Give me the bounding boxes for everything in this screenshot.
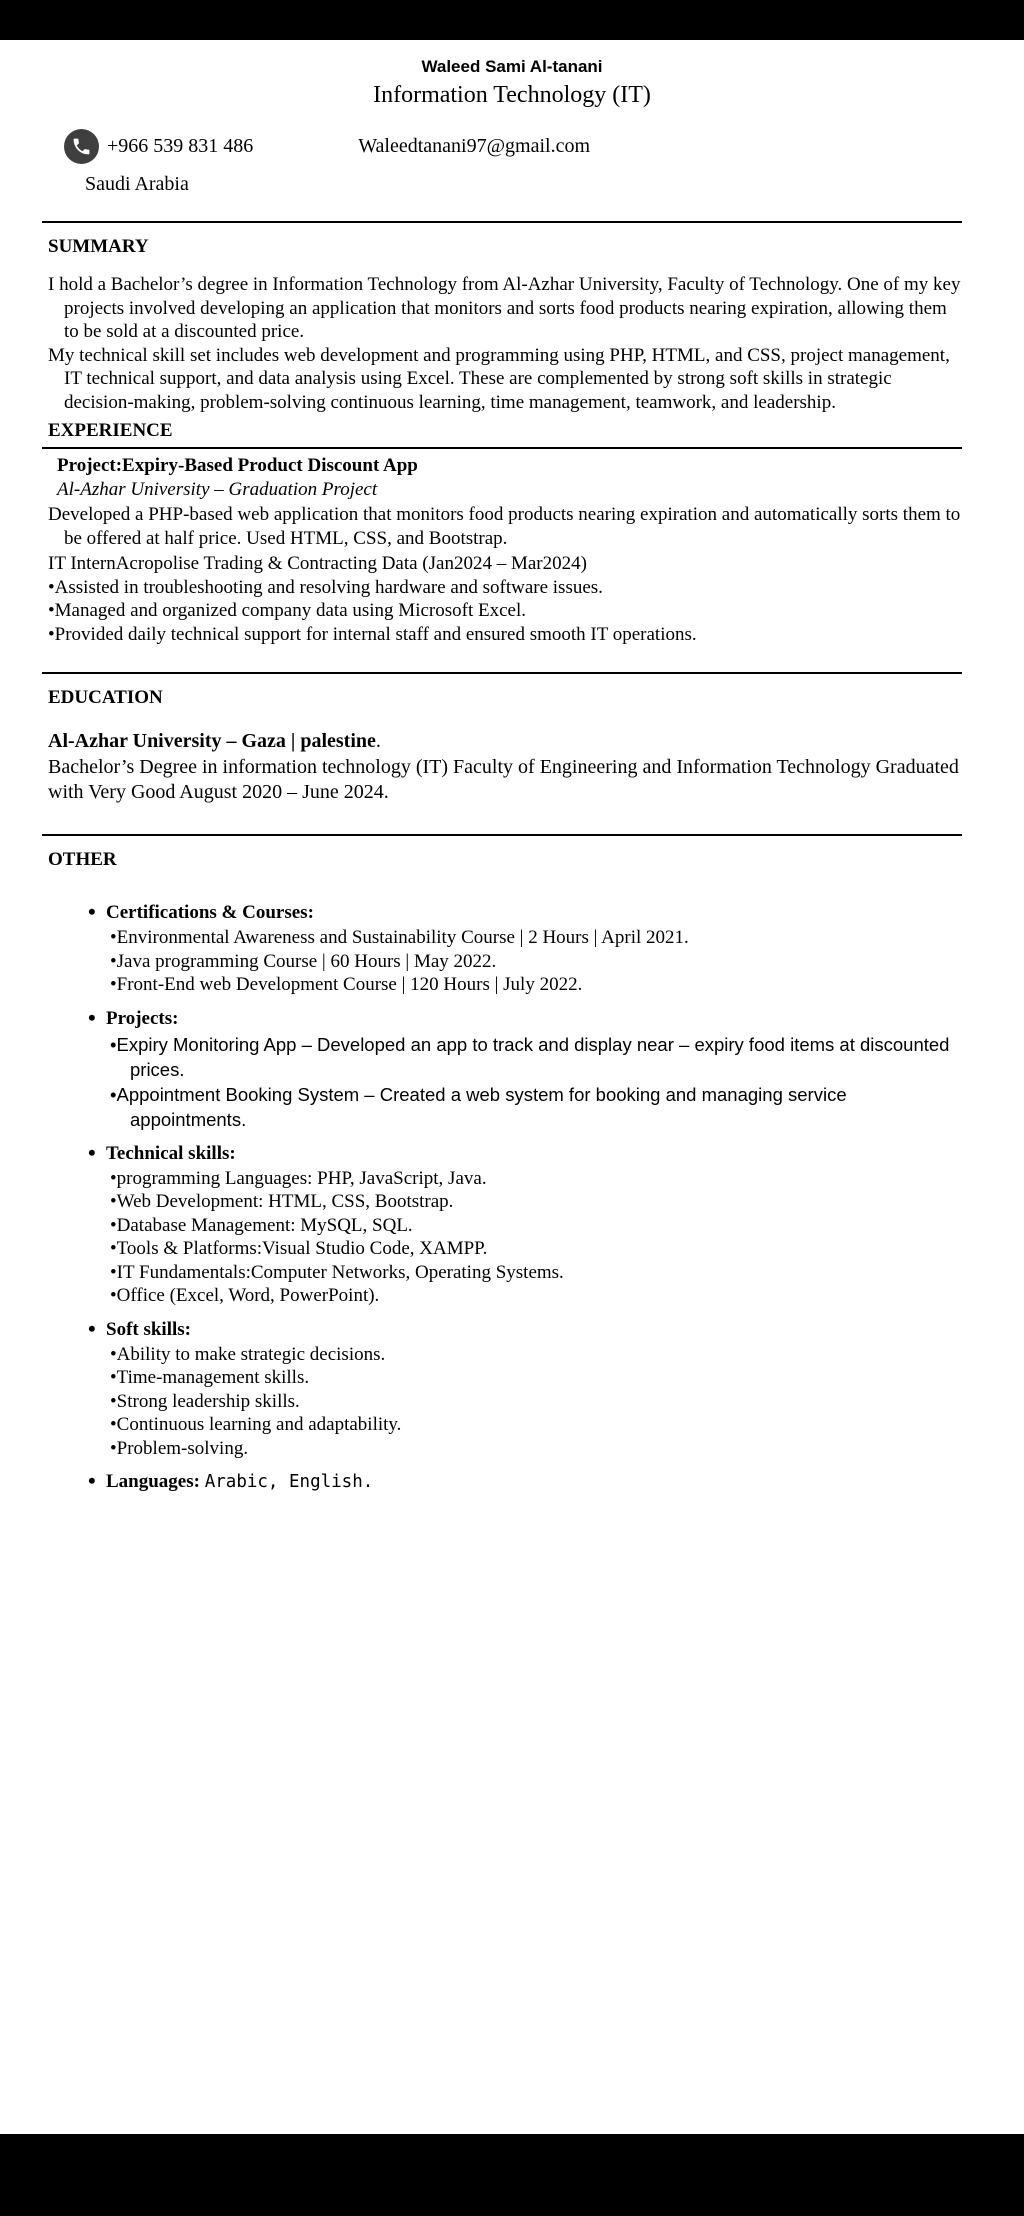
list-item: • Database Management: MySQL, SQL. bbox=[110, 1214, 962, 1238]
other-heading: OTHER bbox=[48, 849, 117, 870]
experience-section bbox=[48, 420, 962, 442]
other-section bbox=[48, 849, 962, 1494]
group-title-text: Certifications & Courses: bbox=[106, 902, 314, 923]
group-languages bbox=[88, 1470, 962, 1494]
group-title-text: Technical skills: bbox=[106, 1142, 236, 1164]
list-item: • Environmental Awareness and Sustainability Course | 2 Hours | April 2021. bbox=[110, 926, 962, 950]
group-certifications bbox=[88, 901, 962, 997]
list-item: • Web Development: HTML, CSS, Bootstrap. bbox=[110, 1190, 962, 1214]
education-heading: EDUCATION bbox=[48, 687, 163, 708]
group-technical-skills bbox=[88, 1142, 962, 1308]
experience-divider bbox=[42, 447, 962, 449]
email-address: Waleedtanani97@gmail.com bbox=[358, 135, 591, 157]
list-item: • Expiry Monitoring App – Developed an app to track and display near – expiry food items at discounted prices. bbox=[110, 1032, 962, 1082]
education-degree: Bachelor’s Degree in information technology (IT) Faculty of Engineering and Information Technology Graduated with Very Good August 2020 – June 2024. bbox=[48, 756, 959, 803]
education-school bbox=[48, 730, 962, 753]
candidate-name: Waleed Sami Al-tanani bbox=[421, 57, 603, 76]
group-title bbox=[88, 1007, 962, 1031]
education-school-name: Al-Azhar University – Gaza | palestine bbox=[48, 730, 376, 752]
summary-divider bbox=[42, 221, 962, 223]
other-groups bbox=[88, 901, 962, 1494]
group-title-text: Projects: bbox=[106, 1007, 179, 1029]
top-black-bar bbox=[0, 0, 1024, 40]
group-items bbox=[110, 1032, 962, 1132]
summary-section bbox=[48, 236, 962, 414]
other-divider bbox=[42, 834, 962, 836]
group-title bbox=[88, 1470, 962, 1494]
list-item: • Continuous learning and adaptability. bbox=[110, 1413, 962, 1437]
list-item: • programming Languages: PHP, JavaScript, Java. bbox=[110, 1167, 962, 1191]
phone-number: +966 539 831 486 bbox=[107, 135, 254, 157]
group-title-text: Soft skills: bbox=[106, 1318, 191, 1340]
list-item: • Tools & Platforms:Visual Studio Code, XAMPP. bbox=[110, 1237, 962, 1261]
list-item: • Office (Excel, Word, PowerPoint). bbox=[110, 1284, 962, 1308]
summary-paragraph-2: My technical skill set includes web development and programming using PHP, HTML, and CSS, project management, IT technical support, and data analysis using Excel. These are complemented by strong soft skills in strategic decision-making, problem-solving continuous learning, time management, teamwork, and leadership. bbox=[48, 344, 950, 413]
experience-content bbox=[48, 455, 962, 646]
experience-bullet: • Assisted in troubleshooting and resolving hardware and software issues. bbox=[48, 576, 962, 600]
contact-row bbox=[64, 129, 962, 164]
list-item: • Java programming Course | 60 Hours | May 2022. bbox=[110, 950, 962, 974]
experience-heading: EXPERIENCE bbox=[48, 420, 173, 441]
summary-heading: SUMMARY bbox=[48, 236, 149, 257]
experience-intern-line: IT InternAcropolise Trading & Contracting Data (Jan2024 – Mar2024) bbox=[48, 553, 587, 574]
experience-bullet: • Provided daily technical support for internal staff and ensured smooth IT operations. bbox=[48, 623, 962, 647]
group-items bbox=[110, 1167, 962, 1308]
group-projects bbox=[88, 1007, 962, 1132]
list-item: • Strong leadership skills. bbox=[110, 1390, 962, 1414]
phone-icon bbox=[64, 129, 99, 164]
experience-project-title: Project:Expiry-Based Product Discount App bbox=[57, 455, 418, 476]
candidate-job-title: Information Technology (IT) bbox=[373, 82, 651, 108]
education-divider bbox=[42, 672, 962, 674]
group-soft-skills bbox=[88, 1318, 962, 1461]
list-item: • IT Fundamentals:Computer Networks, Operating Systems. bbox=[110, 1261, 962, 1285]
group-title bbox=[88, 1142, 962, 1166]
list-item: • Ability to make strategic decisions. bbox=[110, 1343, 962, 1367]
education-section bbox=[48, 687, 962, 804]
experience-project-description: Developed a PHP-based web application that monitors food products nearing expiration and automatically sorts them to be offered at half price. Used HTML, CSS, and Bootstrap. bbox=[48, 504, 961, 549]
group-items bbox=[110, 1343, 962, 1461]
location-text: Saudi Arabia bbox=[85, 173, 189, 195]
list-item: • Time-management skills. bbox=[110, 1366, 962, 1390]
bottom-black-bar bbox=[0, 2134, 1024, 2216]
group-title-text: Languages: bbox=[106, 1471, 200, 1492]
experience-bullet: • Managed and organized company data using Microsoft Excel. bbox=[48, 599, 962, 623]
education-school-suffix: . bbox=[375, 730, 381, 752]
list-item: • Problem-solving. bbox=[110, 1437, 962, 1461]
group-title bbox=[88, 901, 962, 925]
list-item: • Front-End web Development Course | 120 Hours | July 2022. bbox=[110, 973, 962, 997]
list-item: • Appointment Booking System – Created a web system for booking and managing service appointments. bbox=[110, 1082, 962, 1132]
experience-project-subtitle: Al-Azhar University – Graduation Project bbox=[57, 479, 378, 500]
group-items bbox=[110, 926, 962, 997]
group-title bbox=[88, 1318, 962, 1342]
summary-paragraph-1: I hold a Bachelor’s degree in Information Technology from Al-Azhar University, Faculty of Technology. One of my key projects involved developing an application that monitors and sorts food products nearing expiration, allowing them to be sold at a discounted price. bbox=[48, 274, 961, 342]
languages-value: Arabic, English. bbox=[204, 1472, 374, 1492]
